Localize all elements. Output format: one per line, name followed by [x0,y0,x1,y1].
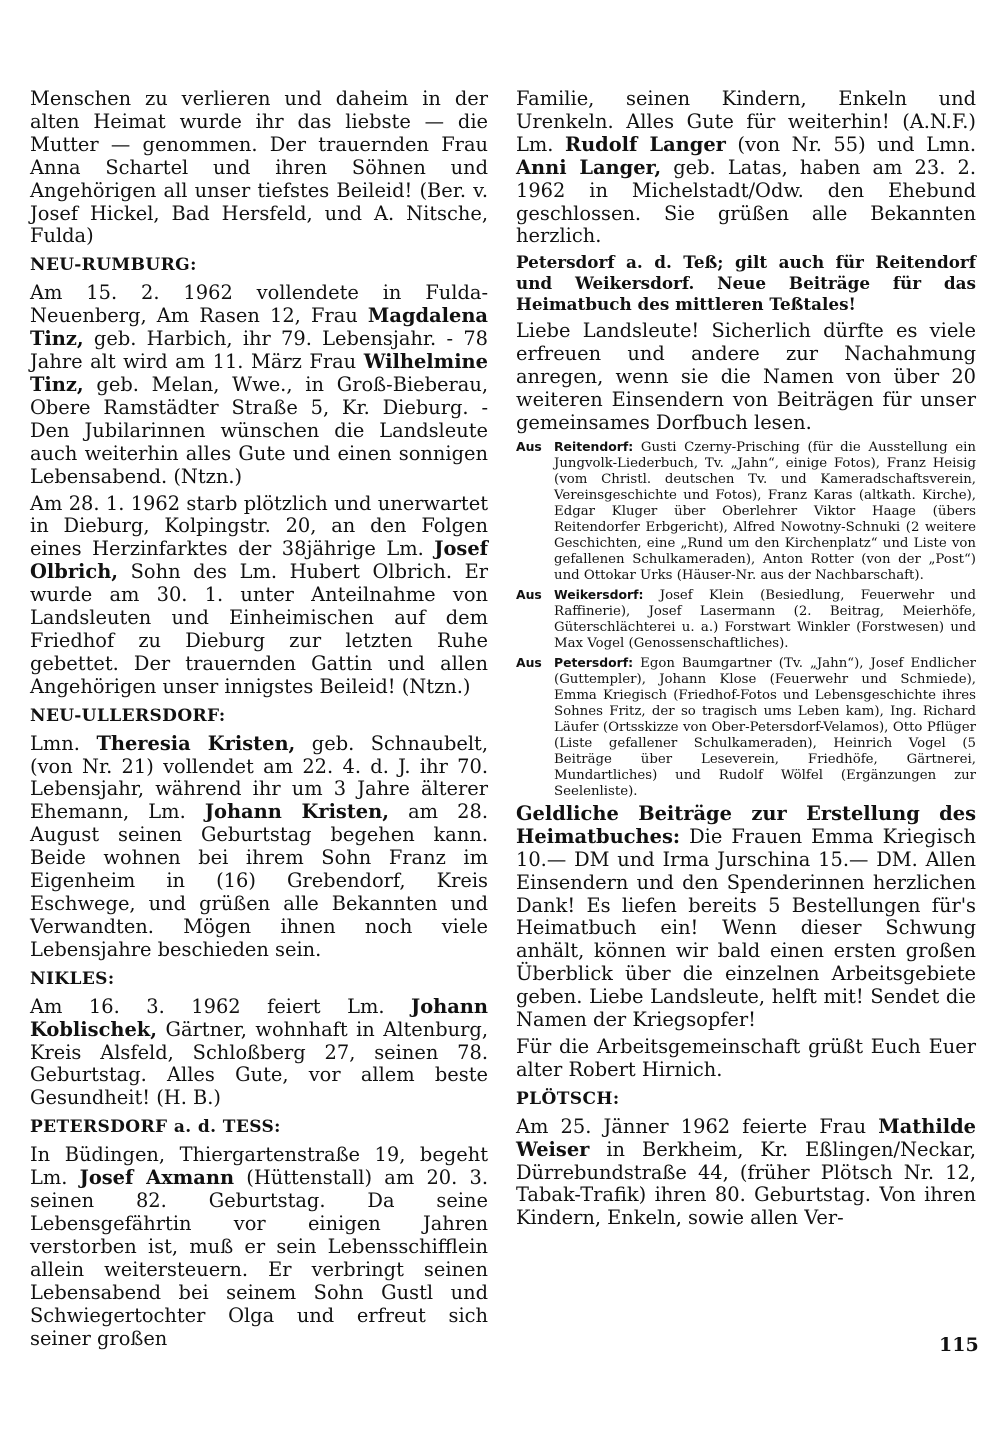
aus-label: Aus [516,438,542,454]
section-heading-neu-ullersdorf: NEU-ULLERSDORF: [30,705,226,726]
paragraph-weiser: Am 25. Jänner 1962 feierte Frau Mathilde Weiser in Berkheim, Kr. Eßlingen/Neckar, Dürrebundstraße 44, (früher Plötsch Nr. 12, Tabak-Trafik) ihren 80. Geburtstag. Von ihren Kindern, Enkeln, sowie allen Ver- [516,1114,976,1230]
section-heading-nikles: NIKLES: [30,968,115,989]
contributors-reitendorf: Aus Reitendorf: Gusti Czerny-Prisching (für die Ausstellung ein Jungvolk-Liederbuch, Tv. „Jahn“, einige Fotos), Franz Heisig (vom Christl. deutschen Tv. und Kameradschaftsverein, Vereinsgeschichte und Fotos), Franz Karas (altkath. Kirche), Edgar Kluger über Oberlehrer Viktor Haage (übers Reitendorfer Erbgericht), Alfred Nowotny-Schnuki (2 weitere Geschichten, eine „Rund um den Kirchenplatz“ und Liste von gefallenen Schulkameraden), Anton Rotter (von der „Post“) und Ottokar Urks (Häuser-Nr. aus der Nachbarschaft). [516,438,976,583]
bold-lead: Geldliche Beiträge zur Erstellung des Heimatbuches: [516,801,976,848]
paragraph-hirnich: Für die Arbeitsgemeinschaft grüßt Euch Euer alter Robert Hirnich. [516,1034,976,1081]
paragraph-text: Menschen zu verlieren und daheim in der alten Heimat wurde ihr das liebste — die Mutter — genommen. Der trauernden Frau Anna Schartel und ihren Söhnen und Angehörigen all unser tiefstes Beileid! (Ber. v. Josef Hickel, Bad Hersfeld, und A. Nitsche, Fulda) [30,87,488,248]
paragraph-schartel [30,88,488,248]
person-name: Mathilde Weiser [516,1114,976,1161]
person-name: Theresia Kristen, [96,731,296,755]
section-heading-ploetsch: PLÖTSCH: [516,1088,620,1109]
person-name: Johann Koblischek, [30,994,488,1041]
paragraph-axmann: In Büdingen, Thiergartenstraße 19, begeht Lm. Josef Axmann (Hüttenstall) am 20. 3. seinen 82. Geburtstag. Da seine Lebensgefährtin vor einigen Jahren verstorben ist, muß er sein Lebensschifflein allein weitersteuern. Er verbringt seinen Lebensabend bei seinem Sohn Gustl und Schwiegertochter Olga und erfreut sich seiner großen [30,1143,489,1350]
contributors-weikersdorf: Aus Weikersdorf: Josef Klein (Besiedlung, Feuerwehr und Raffinerie), Josef Lasermann (2. Beitrag, Meierhöfe, Güterschlächterei u. a.) Forstwart Winkler (Forstwesen) und Max Vogel (Genossenschaftliches). [516,586,976,651]
place-name: Petersdorf: [554,654,634,670]
person-name: Josef Axmann [79,1166,235,1190]
section-heading-neu-rumburg: NEU-RUMBURG: [30,255,197,276]
paragraph-kristen: Lmn. Theresia Kristen, geb. Schnaubelt, (von Nr. 21) vollendet am 22. 4. d. J. ihr 70. Lebensjahr, während ihr um 3 Jahre älterer Ehemann, Lm. Johann Kristen, am 28. August seinen Geburtstag begehen kann. Beide wohnen bei ihrem Sohn Franz im Eigenheim in (16) Grebendorf, Kreis Eschwege, und grüßen alle Bekannten und Verwandten. Mögen ihnen noch viele Lebensjahre beschieden sein. [30,731,488,961]
paragraph-liebe-landsleute: Liebe Landsleute! Sicherlich dürfte es viele erfreuen und andere zur Nachahmung anregen, wenn sie die Namen von über 20 weiteren Einsendern von Beiträgen für unser gemeinsames Dorfbuch lesen. [516,319,976,434]
person-name: Anni Langer, [516,155,662,179]
paragraph-olbrich: Am 28. 1. 1962 starb plötzlich und unerwartet in Dieburg, Kolpingstr. 20, an den Folgen eines Herzinfarktes der 38jährige Lm. Josef Olbrich, Sohn des Lm. Hubert Olbrich. Er wurde am 30. 1. unter Anteilnahme von Landsleuten und Einheimischen auf dem Friedhof zu Dieburg zur letzten Ruhe gebettet. Der trauernden Gattin und allen Angehörigen unser innigstes Beileid! (Ntzn.) [30,491,488,698]
person-name: Rudolf Langer [564,132,726,156]
section-heading-petersdorf: PETERSDORF a. d. TESS: [30,1117,281,1138]
heimatbuch-heading: Petersdorf a. d. Teß; gilt auch für Reitendorf und Weikersdorf. Neue Beiträge für das Heimatbuch des mittleren Teßtales! [516,252,976,315]
person-name: Johann Kristen, [204,800,389,824]
place-name: Weikersdorf: [554,586,644,602]
place-name: Reitendorf: [554,438,634,454]
paragraph-tinz: Am 15. 2. 1962 vollendete in Fulda-Neuenberg, Am Rasen 12, Frau Magdalena Tinz, geb. Harbich, ihr 79. Lebensjahr. - 78 Jahre alt wird am 11. März Frau Wilhelmine Tinz, geb. Melan, Wwe., in Groß-Bieberau, Obere Ramstädter Straße 5, Kr. Dieburg. - Den Jubilarinnen wünschen die Landsleute auch weiterhin alles Gute und einen sonnigen Lebensabend. (Ntzn.) [30,281,488,488]
right-column [516,88,976,1234]
person-name: Magdalena Tinz, [30,304,488,351]
person-name: Josef Olbrich, [30,537,488,584]
person-name: Wilhelmine Tinz, [30,350,488,396]
left-column [30,88,488,1354]
aus-label: Aus [516,654,542,670]
contributors-petersdorf: Aus Petersdorf: Egon Baumgartner (Tv. „Jahn“), Josef Endlicher (Guttempler), Johann Klose (Feuerwehr und Schmiede), Emma Kriegisch (Friedhof-Fotos und Lebensgeschichte ihres Sohnes Fritz, der so tragisch ums Leben kam), Ing. Richard Läufer (Ortsskizze von Ober-Petersdorf-Velamos), Otto Pflüger (Liste gefallener Schulkameraden), Heinrich Vogel (5 Beiträge über Leseverein, Friedhöfe, Gärtnerei, Mundartliches) und Rudolf Wölfel (Ergänzungen zur Seelenliste). [516,654,976,799]
paragraph-geldliche-beitraege: Geldliche Beiträge zur Erstellung des Heimatbuches: Die Frauen Emma Kriegisch 10.— DM und Irma Jurschina 15.— DM. Allen Einsendern und den Spenderinnen herzlichen Dank! Es liefen bereits 5 Bestellungen für's Heimatbuch ein! Wenn dieser Schwung anhält, können wir bald einen ersten großen Überblick über die einzelnen Arbeitsgebiete geben. Liebe Landsleute, helft mit! Sendet die Namen der Kriegsopfer! [516,801,976,1032]
aus-label: Aus [516,586,542,602]
page-number: 115 [939,1334,979,1356]
paragraph-koblischek: Am 16. 3. 1962 feiert Lm. Johann Koblischek, Gärtner, wohnhaft in Altenburg, Kreis Alsfeld, Schloßberg 27, seinen 78. Geburtstag. Alles Gute, vor allem beste Gesundheit! (H. B.) [30,994,488,1110]
paragraph-langer: Familie, seinen Kindern, Enkeln und Urenkeln. Alles Gute für weiterhin! (A.N.F.) Lm. Rudolf Langer (von Nr. 55) und Lmn. Anni Langer, geb. Latas, haben am 23. 2. 1962 in Michelstadt/Odw. den Ehebund geschlossen. Sie grüßen alle Bekannten herzlich. [516,87,977,248]
